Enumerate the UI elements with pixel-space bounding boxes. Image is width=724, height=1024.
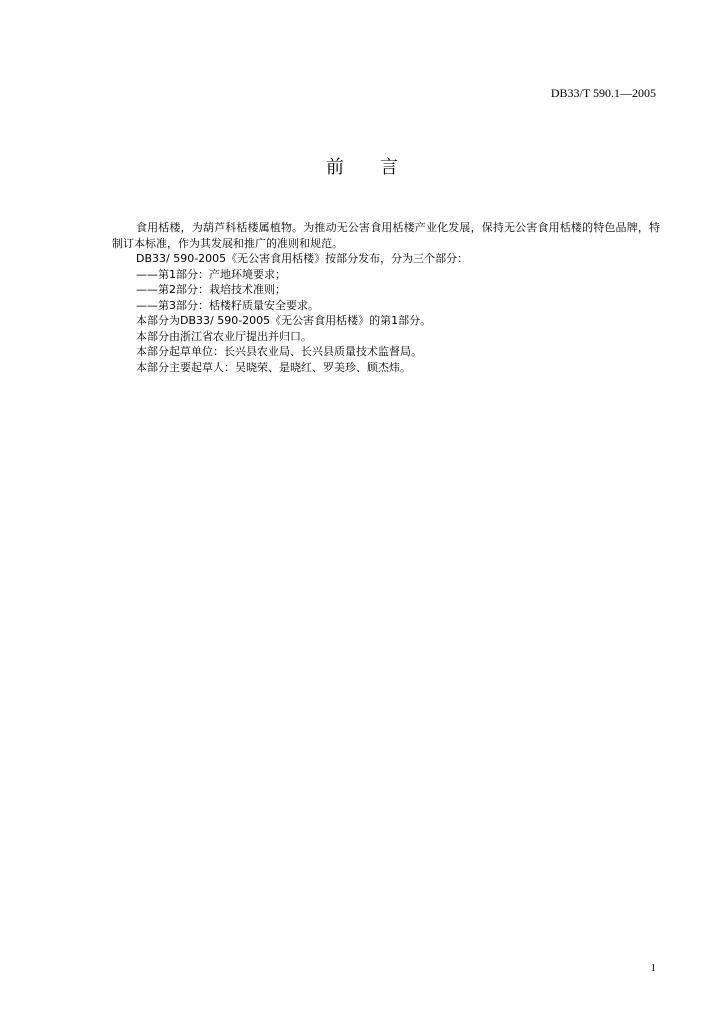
list-item-part-2: ——第2部分：栽培技术准则；	[136, 283, 286, 296]
list-item-part-1: ——第1部分：产地环境要求；	[136, 267, 286, 281]
list-item-part-3: ——第3部分：栝楼籽质量安全要求。	[136, 298, 319, 312]
foreword-body	[112, 220, 660, 375]
paragraph-intro: 食用栝楼，为葫芦科栝楼属植物。为推动无公害食用栝楼产业化发展，保持无公害食用栝楼的特色品牌，特制订本标准，作为其发展和推广的准则和规范。	[112, 221, 660, 250]
page-title: 前言	[326, 157, 434, 178]
paragraph-this-part: 本部分为DB33/ 590-2005《无公害食用栝楼》的第1部分。	[136, 314, 432, 327]
standard-code: DB33/T 590.1—2005	[550, 86, 656, 100]
paragraph-proposer: 本部分由浙江省农业厅提出并归口。	[136, 329, 312, 343]
paragraph-drafting-units: 本部分起草单位：长兴县农业局、长兴县质量技术监督局。	[136, 345, 422, 358]
paragraph-parts-overview: DB33/ 590-2005《无公害食用栝楼》按部分发布，分为三个部分：	[136, 252, 469, 265]
paragraph-drafters: 本部分主要起草人：吴晓荣、是晓红、罗美珍、顾杰炜。	[136, 360, 411, 374]
page-number: 1	[650, 962, 656, 974]
